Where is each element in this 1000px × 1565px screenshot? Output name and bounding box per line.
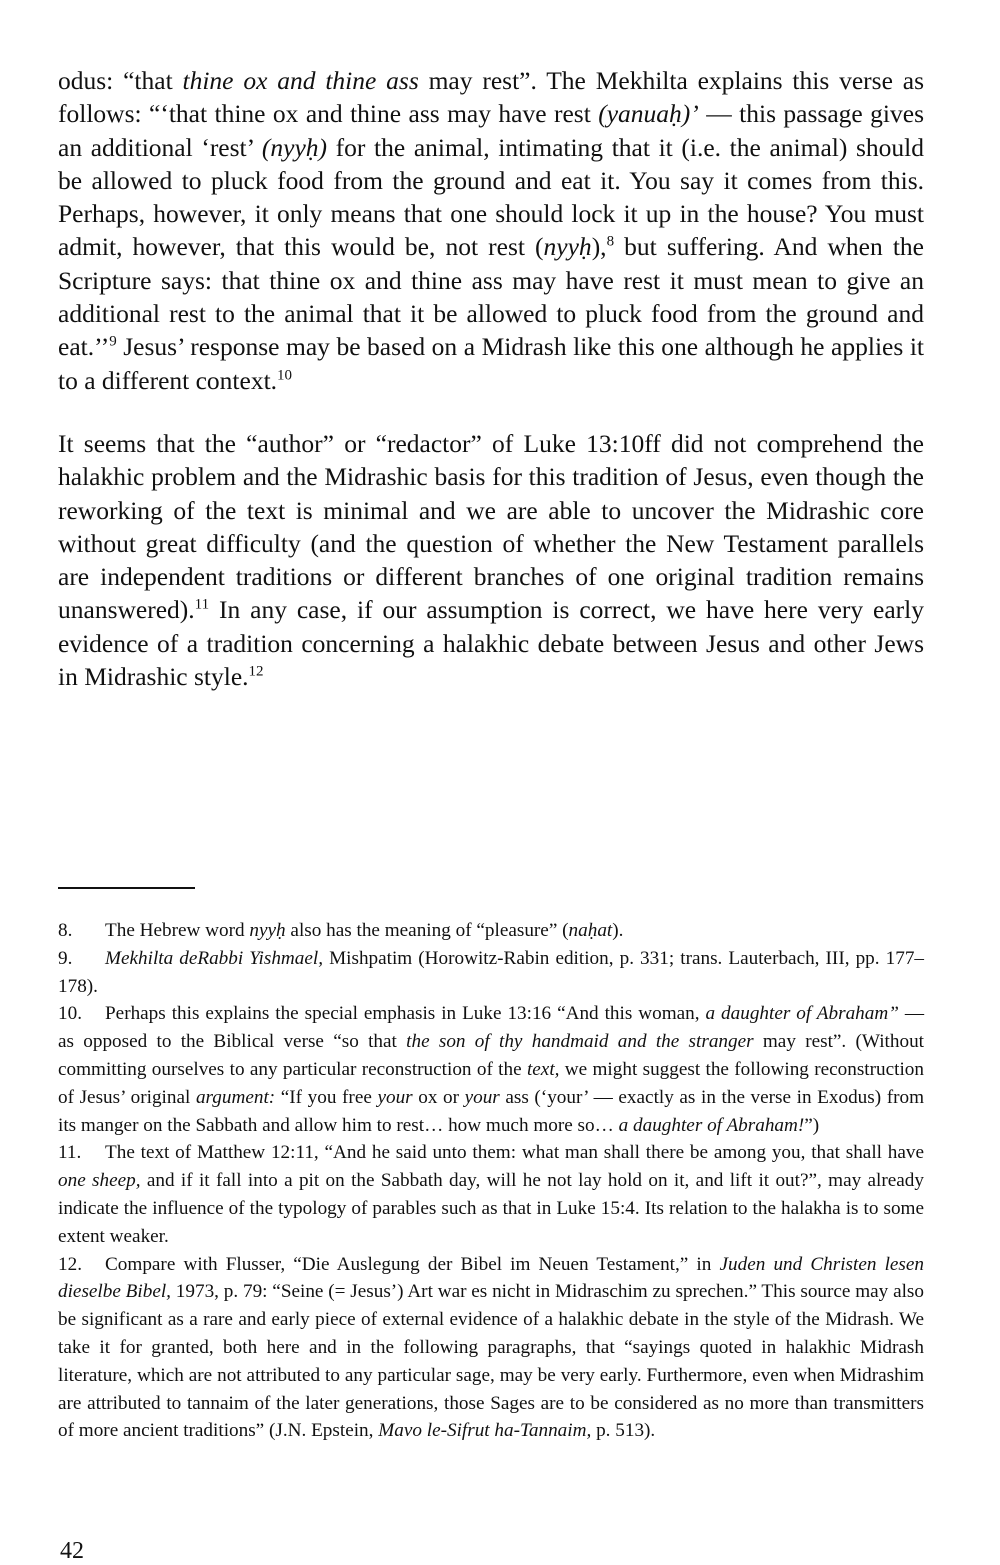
text-run: may rest”. The Mekhilta explains this verse as follows: “‘that thine ox and thine ass may have rest — [58, 66, 924, 129]
text-run: Jesus’ response may be based on a Midrash like this one although he applies it to a different context. — [58, 332, 924, 395]
text-run: In any case, if our assumption is correct, we have here very early evidence of a tradition concerning a halakhic debate between Jesus and other Jews in Midrashic style. — [58, 595, 924, 692]
text-run: 1973, p. 79: “Seine (= Jesus’) Art war es nicht in Midraschim zu sprechen.” This source may also be significant as a rare and early piece of external evidence of a halakhic debate in the style of the Midrash. We take it for granted, both here and in the following paragraphs, that “sayings quoted in halakhic Midrash literature, which are not attributed to any particular sage, may be very early. Furthermore, even when Midrashim are attributed to tannaim of the later generations, those Sages are to be considered as no more than transmitters of more ancient traditions” (J.N. Epstein, — [58, 1281, 924, 1442]
italic-run: a daughter of Abraham” — [705, 1003, 899, 1025]
text-run: odus: “that — [58, 66, 183, 95]
italic-run: thine ox and thine ass — [182, 66, 419, 95]
footnote-number: 11. — [58, 1142, 82, 1164]
footnote-ref-8[interactable]: 8 — [606, 233, 615, 250]
footnote-ref-9[interactable]: 9 — [109, 333, 117, 350]
footnote-10 — [58, 1000, 924, 1139]
text-run: also has the meaning of “pleasure” ( — [285, 920, 569, 941]
italic-run: the son of thy handmaid and the stranger — [406, 1031, 754, 1053]
footnote-11 — [58, 1139, 924, 1250]
footnote-ref-12[interactable]: 12 — [248, 663, 264, 680]
footnote-number: 9. — [58, 947, 73, 969]
text-run: ass (‘your’ — exactly as in the verse in Exodus) from its manger on the Sabbath and allow him to rest… how much more so… — [58, 1086, 925, 1136]
italic-run: Mavo le-Sifrut ha-Tannaim, — [378, 1420, 592, 1442]
text-run: — as opposed to the Biblical verse “so that — [58, 1003, 925, 1053]
italic-run: your — [464, 1086, 500, 1108]
italic-run: nyyḥ — [249, 920, 286, 941]
text-run: for the animal, intimating that it (i.e. the animal) should be allowed to pluck food from the ground and eat it. You say it comes from this. Perhaps, however, it only means that one should lock it up in the house? You must admit, however, that this would be, not rest ( — [58, 132, 925, 262]
italic-run: Mekhilta deRabbi Yishmael, — [105, 947, 324, 969]
text-run: It seems that the “author” or “redactor” of Luke 13:10ff did not comprehend the halakhic problem and the Midrashic basis for this tradition of Jesus, even though the reworking of the text is minimal and we are able to uncover the Midrashic core without great difficulty (and the question of whether the New Testament parallels are independent traditions or different branches of one original tradition remains unanswered). — [58, 428, 924, 625]
footnote-number: 10. — [58, 1003, 82, 1025]
text-run: ). — [612, 920, 624, 941]
text-run: “If you free — [275, 1086, 378, 1108]
italic-run: naḥat — [568, 920, 613, 941]
page-number: 42 — [60, 1538, 84, 1564]
italic-run: text, — [526, 1058, 560, 1080]
italic-run: one sheep, — [58, 1170, 141, 1192]
italic-run: your — [377, 1086, 413, 1108]
text-run: — this passage gives an additional ‘rest’ — [58, 99, 924, 162]
italic-run: (nyyḥ) — [261, 132, 328, 162]
footnote-separator — [58, 887, 195, 889]
italic-run: a daughter of Abraham! — [618, 1114, 805, 1136]
text-run: Compare with Flusser, “Die Auslegung der Bibel im Neuen Testament,” in — [105, 1253, 720, 1275]
italic-run: argument: — [195, 1086, 276, 1108]
footnote-ref-10[interactable]: 10 — [277, 367, 293, 384]
body-paragraph-1 — [58, 64, 924, 397]
text-run: ), — [591, 232, 607, 262]
footnote-12 — [58, 1251, 924, 1446]
text-run: ox or — [412, 1086, 465, 1108]
footnote-number: 8. — [58, 920, 73, 941]
text-run: p. 513). — [591, 1420, 656, 1442]
footnote-9 — [58, 945, 924, 1001]
body-paragraph-2 — [58, 427, 924, 693]
footnote-ref-11[interactable]: 11 — [194, 596, 210, 613]
text-run: The Hebrew word — [105, 920, 250, 941]
italic-run: nyyḥ — [543, 232, 592, 262]
text-run: we might suggest the following reconstruction of Jesus’ original — [58, 1058, 924, 1108]
text-run: Perhaps this explains the special emphasis in Luke 13:16 “And this woman, — [105, 1003, 706, 1025]
main-text — [58, 64, 924, 693]
italic-run: (yanuaḥ)’ — [598, 99, 699, 129]
text-run: The text of Matthew 12:11, “And he said unto them: what man shall there be among you, that shall have — [105, 1142, 924, 1164]
footnotes — [58, 917, 924, 1445]
text-run: and if it fall into a pit on the Sabbath day, will he not lay hold on it, and lift it out?”, may already indicate the influence of the typology of parables such as that in Luke 15:4. Its relation to the halakha is to some extent weaker. — [58, 1170, 924, 1247]
footnote-number: 12. — [58, 1253, 82, 1275]
italic-run: Juden und Christen lesen dieselbe Bibel, — [58, 1253, 925, 1303]
text-run: ”) — [804, 1114, 820, 1136]
text-run: but suffering. And when the Scripture says: that thine ox and thine ass may have rest it must mean to give an additional rest to the animal that it be allowed to pluck food from the ground and eat.’’ — [58, 232, 924, 362]
footnote-8 — [58, 917, 924, 945]
text-run: Mishpatim (Horowitz-Rabin edition, p. 331; trans. Lauterbach, III, pp. 177–178). — [58, 947, 925, 997]
text-run: may rest”. (Without committing ourselves to any particular reconstruction of the — [58, 1031, 924, 1080]
